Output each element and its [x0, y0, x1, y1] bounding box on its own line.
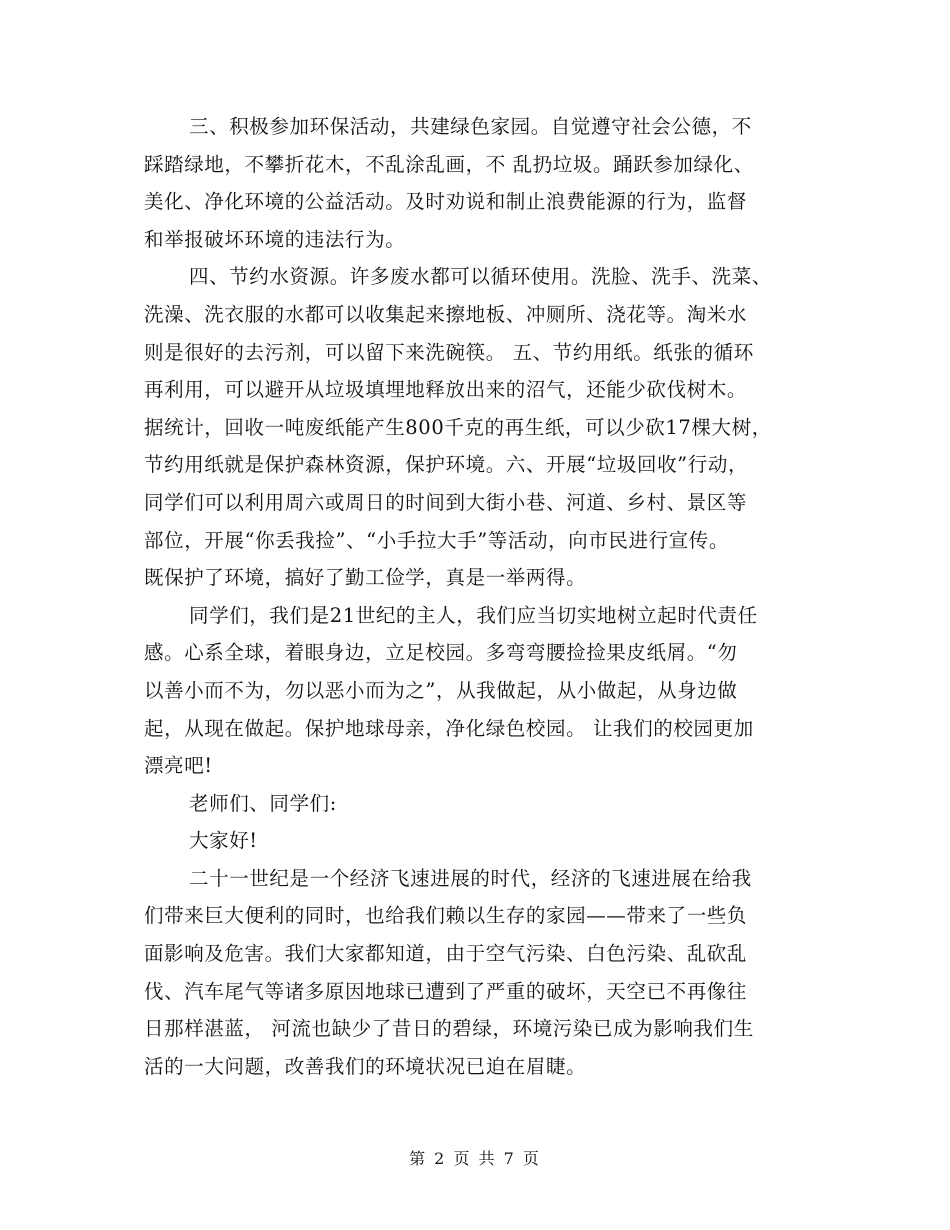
text-line: 同学们，我们是21世纪的主人，我们应当切实地树立起时代责任 — [189, 603, 758, 627]
text-line: 美化、净化环境的公益活动。及时劝说和制止浪费能源的行为，监督 — [144, 190, 748, 214]
text-line: 三、积极参加环保活动，共建绿色家园。自觉遵守社会公德，不 — [189, 115, 752, 138]
text-line: 感。心系全球，着眼身边，立足校园。多弯弯腰捡捡果皮纸屑。“勿 — [144, 641, 738, 665]
text-line: 部位，开展“你丢我捡”、“小手拉大手”等活动，向市民进行宣传。 — [144, 528, 729, 552]
text-line: 起，从现在做起。保护地球母亲，净化绿色校园。 让我们的校园更加 — [144, 716, 754, 740]
text-line: 伐、汽车尾气等诸多原因地球已遭到了严重的破坏，天空已不再像往 — [144, 979, 748, 1003]
text-line: 洗澡、洗衣服的水都可以收集起来擦地板、冲厕所、浇花等。淘米水 — [144, 302, 748, 326]
text-line: 既保护了环境，搞好了勤工俭学，真是一举两得。 — [144, 566, 587, 590]
greeting-line: 老师们、同学们: — [189, 791, 337, 815]
text-line: 则是很好的去污剂，可以留下来洗碗筷。 五、节约用纸。纸张的循环 — [144, 340, 754, 364]
text-line: 节约用纸就是保护森林资源，保护环境。六、开展“垃圾回收”行动， — [144, 453, 749, 477]
text-line: 和举报破坏环境的违法行为。 — [144, 227, 406, 251]
text-line: 活的一大问题，改善我们的环境状况已迫在眉睫。 — [144, 1054, 587, 1078]
text-line: 们带来巨大便利的同时，也给我们赖以生存的家园——带来了一些负 — [144, 904, 748, 928]
text-line: 日那样湛蓝， 河流也缺少了昔日的碧绿，环境污染已成为影响我们生 — [144, 1017, 754, 1041]
text-line: 面影响及危害。我们大家都知道，由于空气污染、白色污染、乱砍乱 — [144, 942, 748, 966]
text-line: 四、节约水资源。许多废水都可以循环使用。洗脸、洗手、洗菜、 — [189, 265, 772, 289]
text-line: 以善小而不为，勿以恶小而为之”，从我做起，从小做起，从身边做 — [144, 678, 738, 702]
document-body — [144, 108, 806, 1085]
text-line: 二十一世纪是一个经济飞速进展的时代，经济的飞速进展在给我 — [189, 866, 752, 890]
text-line: 再利用，可以避开从垃圾填埋地释放出来的沼气，还能少砍伐树木。 — [144, 378, 748, 402]
text-line: 踩踏绿地，不攀折花木，不乱涂乱画，不 乱扔垃圾。踊跃参加绿化、 — [144, 152, 754, 176]
text-line: 据统计，回收一吨废纸能产生800千克的再生纸，可以少砍17棵大树， — [144, 415, 772, 439]
greeting-line: 大家好! — [189, 829, 258, 853]
page-number-footer: 第 2 页 共 7 页 — [409, 1149, 541, 1168]
text-line: 同学们可以利用周六或周日的时间到大街小巷、河道、乡村、景区等 — [144, 490, 748, 514]
text-line: 漂亮吧! — [144, 754, 213, 778]
